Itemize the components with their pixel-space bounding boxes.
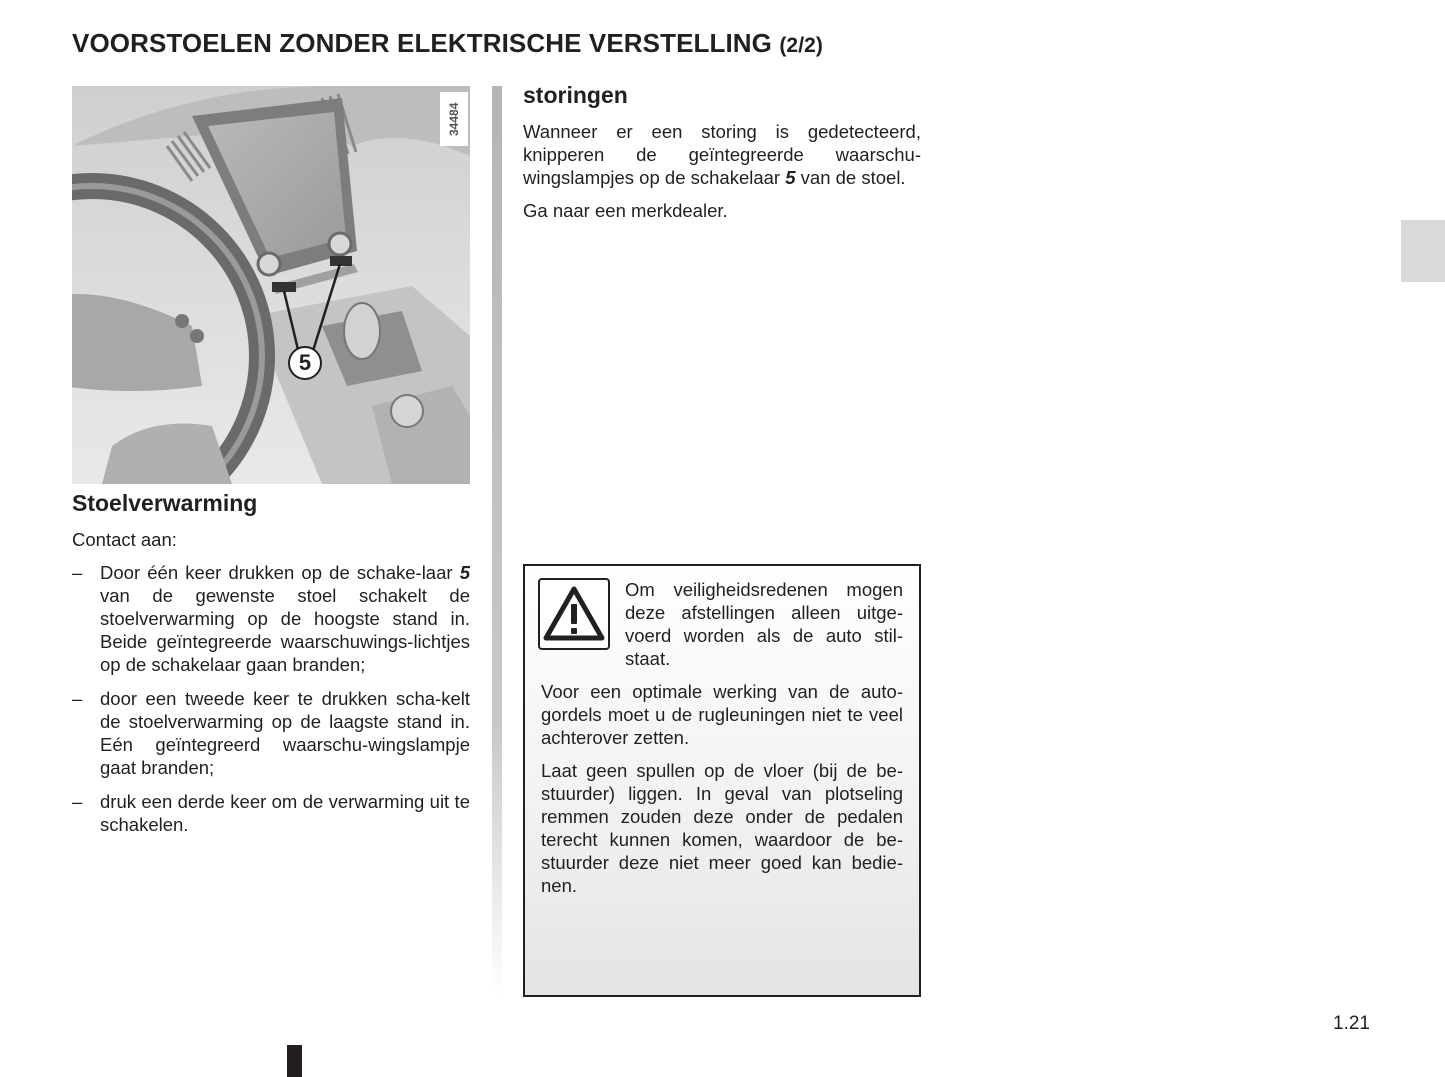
faults-paragraph [523, 120, 921, 189]
step-1-text-end: van de gewenste stoel schakelt de stoelverwarming op de hoogste stand in. Beide geïntegreerde waarschuwings-lichtjes op de schakelaar gaan branden; [100, 585, 470, 675]
bullet-dash: – [72, 562, 83, 583]
faults-section [523, 82, 921, 232]
step-3-text: druk een derde keer om de verwarming uit te schakelen. [100, 791, 470, 835]
seat-heating-steps [72, 561, 470, 836]
list-item [72, 687, 470, 779]
page-title [72, 28, 823, 59]
warning-paragraph-2: Voor een optimale werking van de auto-gordels moet u de rugleuningen niet te veel achterover zetten. [541, 681, 903, 748]
page-title-part: (2/2) [779, 34, 824, 57]
bullet-dash: – [72, 791, 83, 812]
chapter-tab [1401, 220, 1445, 282]
step-2-text: door een tweede keer te drukken scha-kelt de stoelverwarming op de laagste stand in. Eén geïntegreerd waarschu-wingslampje gaat branden; [100, 688, 470, 778]
faults-text-end: van de stoel. [795, 167, 906, 188]
dashboard-illustration [72, 86, 470, 484]
list-item [72, 561, 470, 676]
warning-box [523, 564, 921, 997]
switch-ref: 5 [459, 562, 470, 583]
dashboard-drawing [72, 86, 470, 484]
faults-heading: storingen [523, 82, 628, 108]
figure-reference-number: 34484 [440, 92, 468, 146]
switch-ref: 5 [785, 167, 796, 188]
faults-text: Wanneer er een storing is gedetecteerd, knipperen de geïntegreerde waarschu-wingslampjes op de schakelaar [523, 121, 921, 188]
column-divider [492, 86, 502, 996]
page-title-text: VOORSTOELEN ZONDER ELEKTRISCHE VERSTELLING [72, 28, 773, 58]
print-mark [287, 1045, 302, 1077]
warning-triangle-icon [538, 578, 610, 650]
dealer-note: Ga naar een merkdealer. [523, 200, 728, 221]
seat-heating-heading: Stoelverwarming [72, 490, 258, 516]
step-1-text: Door één keer drukken op de schake-laar [100, 562, 460, 583]
seat-heating-intro: Contact aan: [72, 529, 177, 550]
callout-5: 5 [288, 346, 322, 380]
page-number: 1.21 [1333, 1013, 1370, 1034]
list-item [72, 790, 470, 836]
seat-heating-section [72, 490, 470, 847]
warning-paragraph-3: Laat geen spullen op de vloer (bij de be-stuurder) liggen. In geval van plotseling remmen zouden deze onder de pedalen terecht kunnen komen, waardoor de be-stuurder deze niet meer goed kan bedie-nen. [541, 760, 903, 896]
warning-paragraph-1: Om veiligheidsredenen mogen deze afstellingen alleen uitge-voerd worden als de auto stil-staat. [625, 579, 903, 669]
bullet-dash: – [72, 688, 83, 709]
